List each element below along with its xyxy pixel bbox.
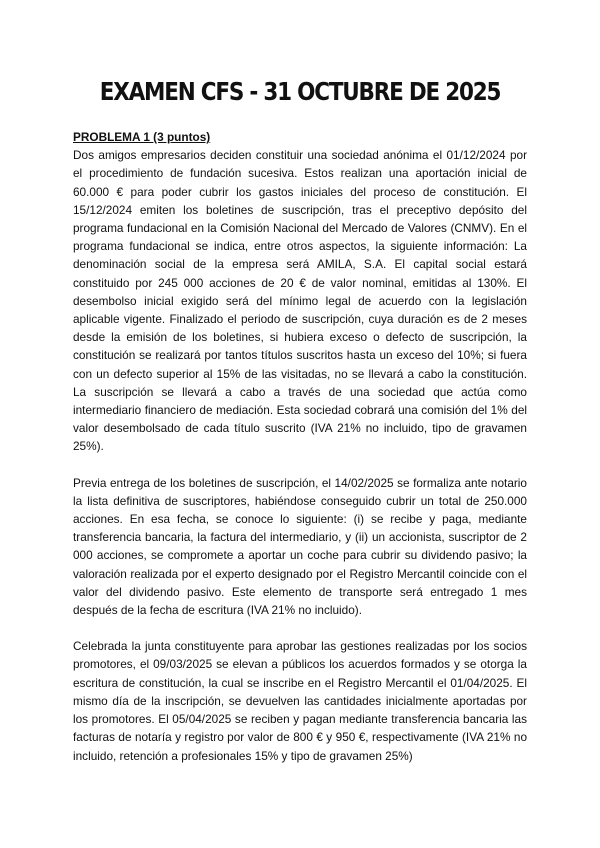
paragraph-2: Previa entrega de los boletines de suscripción, el 14/02/2025 se formaliza ante notario la lista definitiva de suscriptores, habiéndose conseguido cubrir un total de 250.000 acciones. En esa fecha, se conoce lo siguiente: (i) se recibe y paga, mediante transferencia bancaria, la factura del intermediario, y (ii) un accionista, suscriptor de 2 000 acciones, se compromete a aportar un coche para cubrir su dividendo pasivo; la valoración realizada por el experto designado por el Registro Mercantil coincide con el valor del dividendo pasivo. Este elemento de transporte será entregado 1 mes después de la fecha de escritura (IVA 21% no incluido). [73,475,527,618]
exam-title: EXAMEN CFS - 31 OCTUBRE DE 2025 [99,77,501,106]
problem-heading: PROBLEMA 1 (3 puntos) [73,130,211,144]
document-body [73,128,527,765]
paragraph-1: Dos amigos empresarios deciden constituir una sociedad anónima el 01/12/2024 por el procedimiento de fundación sucesiva. Estos realizan una aportación inicial de 60.000 € para poder cubrir los gastos iniciales del proceso de constitución. El 15/12/2024 emiten los boletines de suscripción, tras el preceptivo depósito del programa fundacional en la Comisión Nacional del Mercado de Valores (CNMV). En el programa fundacional se indica, entre otros aspectos, la siguiente información: La denominación social de la empresa será AMILA, S.A. El capital social estará constituido por 245 000 acciones de 20 € de valor nominal, emitidas al 130%. El desembolso inicial exigido será del mínimo legal de acuerdo con la legislación aplicable vigente. Finalizado el periodo de suscripción, cuya duración es de 2 meses desde la emisión de los boletines, si hubiera exceso o defecto de suscripción, la constitución se realizará por tantos títulos suscritos hasta un exceso del 10%; si fuera con un defecto superior al 15% de las visitadas, no se llevará a cabo la constitución. La suscripción se llevará a cabo a través de una sociedad que actúa como intermediario financiero de mediación. Esta sociedad cobrará una comisión del 1% del valor desembolsado de cada título suscrito (IVA 21% no incluido, tipo de gravamen 25%). [73,148,527,454]
paragraph-3: Celebrada la junta constituyente para aprobar las gestiones realizadas por los socios promotores, el 09/03/2025 se elevan a públicos los acuerdos formados y se otorga la escritura de constitución, la cual se inscribe en el Registro Mercantil el 01/04/2025. El mismo día de la inscripción, se devuelven las cantidades inicialmente aportadas por los promotores. El 05/04/2025 se reciben y pagan mediante transferencia bancaria las facturas de notaría y registro por valor de 800 € y 950 €, respectivamente (IVA 21% no incluido, retención a profesionales 15% y tipo de gravamen 25%) [73,639,527,763]
